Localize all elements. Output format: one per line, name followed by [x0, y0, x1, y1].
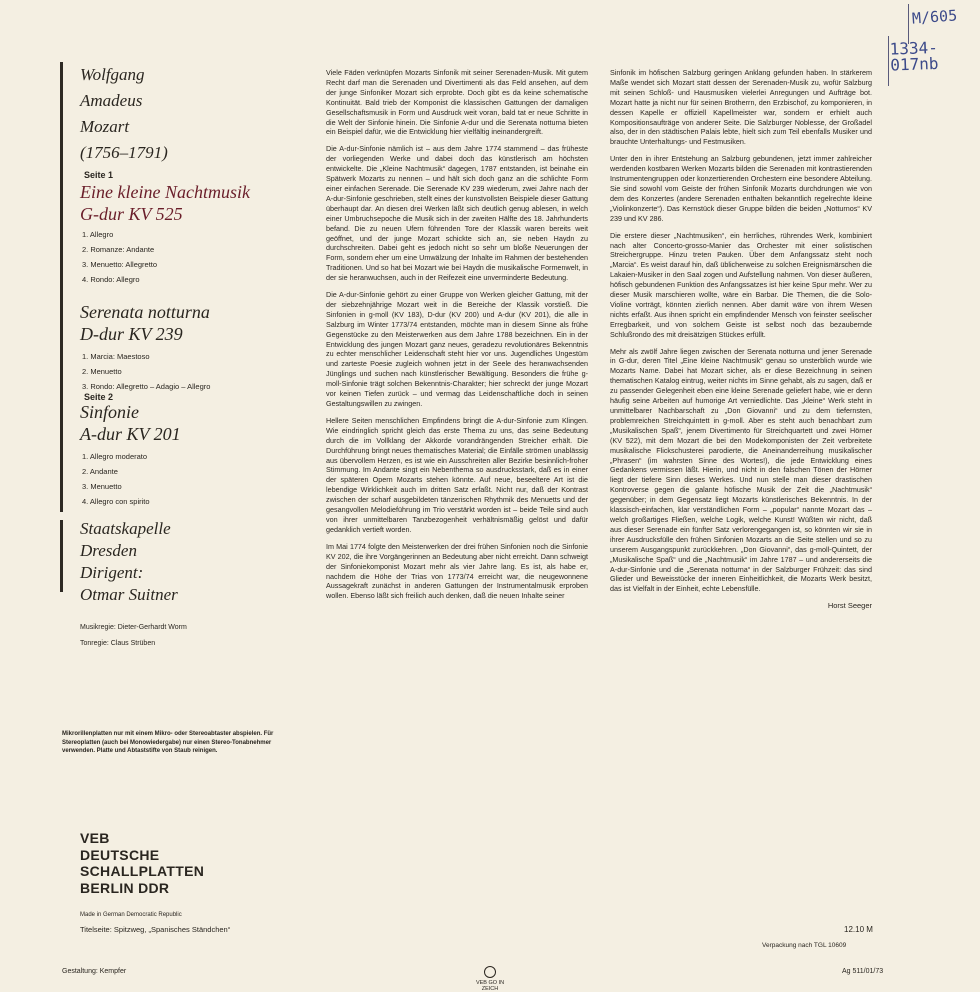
center-mark-text: VEB GO IN ZEICH — [475, 980, 505, 992]
composer-first-name: Wolfgang — [80, 65, 145, 84]
movement-item: 4. Rondo: Allegro — [82, 275, 140, 284]
performer-bar — [60, 520, 63, 592]
credit-musikregie: Musikregie: Dieter-Gerhardt Worm — [80, 624, 187, 631]
essay-paragraph: Die erstere dieser „Nachtmusiken“, ein herrliches, rührendes Werk, kombiniert nach alter Concerto-grosso-Manier das Orchester mit einer solistischen Streichergruppe. Hinzu treten Pauken. Über dem Anfangssatz steht noch „Marcia“. Es weist darauf hin, daß üblicherweise zu solchen Ereignismärschen die Lakaien-Musiker in den Saal zogen und Aufstellung nahmen. Von dieser äußeren, höfisch gebundenen Funktion des Anfangssatzes ist hier keine Spur mehr. Wer zu dieser Musik marschieren wollte, wäre ein Barbar. Die Themen, die die Solo-Violine vorträgt, könnten zierlich nennen. Aber damit wäre von ihrem Wesen nichts erfaßt. Aus ihnen spricht ein empfindender Mensch von feinster seelischer Erregbarkeit, und von solchem Geiste ist selbst noch das bezaubernde Schlußrondo des mit dreisätzigen Stückes erfüllt. — [610, 230, 872, 339]
performer-city: Dresden — [80, 541, 137, 560]
essay-paragraph: Hellere Seiten menschlichen Empfindens bringt die A-dur-Sinfonie zum Klingen. Wie eindringlich spricht gleich das erste Thema zu uns, das seine Bedeutung durch die im Vollklang der Akkorde vorandrängenden Streicher erhält. Die Durchführung bringt neues thematisches Material; die Einfälle strömen unablässig aus übervollem Herzen, es ist wie ein Ausschreiten aller Bezirke besinnlich-froher Stimmung. Im Andante singt ein Nebenthema so ausdrucksstark, daß es in einer der späteren Opern Mozarts stehen könnte. Auf neue, beseeltere Art ist die lebendige Wirklichkeit auch im dritten Satz erfaßt. Nicht nur, daß der Kontrast zwischen der scharf ausgebildeten tänzerischen Rhythmik des Menuetts und der gesangvollen Melodieführung im Trio verstärkt worden ist – beide Teile sind auch von ihrer unmittelbaren Tanzbezogenheit verhältnismäßig gelöst und dafür gedanklich vertieft worden. — [326, 415, 588, 534]
made-in: Made in German Democratic Republic — [80, 912, 182, 918]
side-1-label: Seite 1 — [84, 170, 114, 180]
price: 12.10 M — [844, 925, 873, 934]
performer-conductor-label: Dirigent: — [80, 563, 144, 582]
composer-dates: (1756–1791) — [80, 143, 168, 162]
essay-paragraph: Unter den in ihrer Entstehung an Salzburg gebundenen, jetzt immer zahlreicher werdenden kostbaren Werken Mozarts bilden die Serenaden mit kontrastierenden Instrumentengruppen oder konzertierenden Orchestern eine besondere Abteilung. Sie sind sowohl vom Geiste der frühen Sinfonik Mozarts durchdrungen wie von dem des Konzertes (andere Serenaden enthalten bekanntlich regelrechte kleine „Violinkonzerte“). Das Kernstück dieser Gruppe bilden die beiden „Notturnos“ KV 239 und KV 286. — [610, 154, 872, 223]
work-key-nachtmusik: G-dur KV 525 — [80, 204, 183, 224]
essay-author: Horst Seeger — [827, 601, 872, 611]
label-line: SCHALLPLATTEN — [80, 863, 205, 879]
label-line: DEUTSCHE — [80, 846, 160, 863]
work-title-nachtmusik: Eine kleine Nachtmusik — [80, 182, 250, 202]
essay-paragraph: Die A-dur-Sinfonie nämlich ist – aus dem Jahre 1774 stammend – das früheste der vorliegenden Werke und dabei doch das künstlerisch am höchsten entwickelte. Die „Kleine Nachtmusik“ dagegen, 1787 entstanden, ist beinahe ein Spätwerk Mozarts zu nennen – und hält sich doch ganz an die schlichte Form einer einfachen Serenade. Die Serenade KV 239 wiederum, zwei Jahre nach der A-dur-Sinfonie geschrieben, stellt eines der kunstvollsten Beispiele dieser Gattung überhaupt dar. An diesen drei Werken läßt sich deutlich genug ablesen, in welch einer Umbruchsepoche die Musik sich in der zweiten Hälfte des 18. Jahrhunderts befand. Die zu neuen Ufern führenden Tore der Klassik waren bereits weit geöffnet, und der junge Mozart schickte sich an, sie neben Haydn zu durchschreiten. Dabei geht es jedoch nicht so sehr um bloße Neuerungen der Form, sondern eher um eine Umwälzung der Inhalte im Rahmen der bestehenden Traditionen. Und so hat bei Mozart wie bei Haydn die musikalische Formenwelt, in der sie heranwuchsen, auch in der Reifezeit eine unverminderte Bedeutung. — [326, 144, 588, 283]
playback-note: Mikrorillenplatten nur mit einem Mikro- oder Stereoabtaster abspielen. Für Stereoplatten (auch bei Monowiedergabe) nur einen Stereo-Tonabnehmer verwenden. Platte und Abtaststifte von Staub reinigen. — [62, 731, 274, 754]
cover-credit: Titelseite: Spitzweg, „Spanisches Ständchen“ — [80, 925, 231, 934]
performer-orchestra: Staatskapelle — [80, 519, 171, 538]
essay-paragraph: Die A-dur-Sinfonie gehört zu einer Gruppe von Werken gleicher Gattung, mit der der siebzehnjährige Mozart weit in die Bereiche der Klassik vorstieß. Die Sinfonien in g-moll (KV 183), D-dur (KV 200) und A-dur (KV 201), die alle in Salzburg im Winter 1773/74 entstanden, möchte man in diesem Sinne als frühe Gegenstücke zu den Meisterwerken aus dem Jahre 1788 bezeichnen. Ein in der Entwicklung des jungen Mozart ganz neues, geradezu revolutionäres Bekenntnis zu echter menschlicher Leidenschaft steht hier vor uns. Jugendliches Ungestüm und zarteste Poesie zugleich wohnen jetzt in der Seele des heranwachsenden Jünglings und suchen nach künstlerischer Bewältigung. Besonders die frühe g-moll-Sinfonie trägt solchen Bekenntnis-Charakter; hier schreckt der junge Mozart vor keinen Tiefen zurück – und vermag das Leidenschaftliche doch in seinen Gestaltungswillen zu zwingen. — [326, 290, 588, 408]
movement-item: 1. Allegro moderato — [82, 452, 148, 461]
essay-column-1 — [326, 68, 588, 608]
movement-item: 2. Menuetto — [82, 367, 122, 376]
handwritten-archive-number: M/605 — [911, 6, 958, 28]
movement-item: 4. Allegro con spirito — [82, 497, 150, 506]
work-title-sinfonie: Sinfonie — [80, 402, 139, 422]
handwritten-catalog-number: 1334-017nb — [889, 37, 939, 75]
performer-conductor-name: Otmar Suitner — [80, 585, 178, 604]
label-line: VEB — [80, 830, 110, 846]
composer-last-name: Mozart — [80, 117, 130, 136]
catalog-number: Ag 511/01/73 — [842, 968, 884, 975]
movement-item: 3. Rondo: Allegretto – Adagio – Allegro — [82, 382, 211, 391]
work-key-sinfonie: A-dur KV 201 — [80, 424, 181, 444]
design-credit: Gestaltung: Kempfer — [62, 968, 127, 975]
movement-item: 3. Menuetto — [82, 482, 122, 491]
printer-logo-icon — [484, 966, 496, 978]
movement-item: 3. Menuetto: Allegretto — [82, 260, 158, 269]
credit-tonregie: Tonregie: Claus Strüben — [80, 640, 156, 647]
movement-item: 2. Andante — [82, 467, 118, 476]
program-bar — [60, 62, 63, 512]
movement-item: 1. Marcia: Maestoso — [82, 352, 150, 361]
work-title-serenata: Serenata notturna — [80, 302, 210, 322]
movement-item: 2. Romanze: Andante — [82, 245, 155, 254]
essay-column-2 — [610, 68, 872, 611]
movement-item: 1. Allegro — [82, 230, 114, 239]
side-2-label: Seite 2 — [84, 392, 114, 402]
work-key-serenata: D-dur KV 239 — [80, 324, 183, 344]
essay-paragraph: Im Mai 1774 folgte den Meisterwerken der drei frühen Sinfonien noch die Sinfonie KV 202, die ihre Vorgängerinnen an Bedeutung aber nicht erreicht. Dann schweigt der Sinfoniekomponist Mozart mehr als vier Jahre lang. Es ist, als habe er, nachdem die Höhe der Trias von 1773/74 erreicht war, die neugewonnene Aussagekraft zunächst in anderen Gattungen der Instrumentalmusik erproben wollen. Ebenso läßt sich freilich auch denken, daß die neuen Inhalte seiner — [326, 541, 588, 601]
label-name — [80, 830, 204, 896]
essay-paragraph: Mehr als zwölf Jahre liegen zwischen der Serenata notturna und jener Serenade in G-dur, deren Titel „Eine kleine Nachtmusik“ genau so unsterblich wurde wie Mozarts Name. Dabei hat Mozart sicher, als er diese Bezeichnung in seinen thematischen Katalog eintrug, weiter nichts im Sinne gehabt, als zu sagen, daß er zu passender Gelegenheit eben eine kleine Serenade geliefert habe, wie er denn häufig seine Arbeiten auf humorige Art verniedlichte. Das „kleine“ Werk steht in unmittelbarer Nachbarschaft zu „Don Giovanni“ und zu dem tiefernsten, problemreichen Streichquintett in g-moll. Aber es steht auch benachbart zum „Musikalischen Spaß“, jenem Divertimento für Streichquartett und zwei Hörner (KV 522), mit dem Mozart die bei den Modekomponisten der Zeit verbreitete musikalische Flickschusterei parodierte, die Aneinanderreihung musikalischer „Phrasen“ (im wahrsten Sinne des Wortes!), die jede Entwicklung eines Gedankens vermissen läßt. Hierin, und nicht in den falschen Tönen der Hörner liegt der tiefere Sinn dieses Werkes. Und nun stelle man dieser drastischen Kontroverse gegen die galante höfische Musik der Zeit die „Nachtmusik“ gegenüber; in dem Gegensatz liegt Mozarts künstlerisches Bekenntnis. In der klassisch-einfachen, klar verständlichen Form – „popular“ nannte Mozart das – welch großartiges Fließen, welche Logik, welche Kunst! Wüßten wir nicht, daß aus dieser Serenade ein fünfter Satz verlorengegangen ist, so könnten wir sie in ihrer Ausdrucksfülle den frühen Sinfonien Mozarts an die Seite stellen und so zu unserem Ausgangspunkt zurückkehren. „Don Giovanni“, das g-moll-Quintett, der „Musikalische Spaß“ und die „Nachtmusik“ im Jahre 1787 – und andererseits die A-dur-Sinfonie und die „Serenata notturna“ in der Salzburger Frühzeit: das sind Glieder und Beweisstücke der inneren Einheitlichkeit, die Mozarts Werk besitzt, das ist Vielfalt in der Einheit, echte Lebensfülle. — [610, 346, 872, 594]
packaging-norm: Verpackung nach TGL 10609 — [762, 942, 847, 949]
essay-paragraph: Viele Fäden verknüpfen Mozarts Sinfonik mit seiner Serenaden-Musik. Mit gutem Recht darf man die Serenaden und Divertimenti als das Feld ansehen, auf dem der junge Sinfoniker Mozart sich erprobte. Doch gibt es da keine schematische Kontinuität. Bald trieb der Komponist die klassischen Gattungen der damaligen Gesellschaftsmusik in Form und Ausdruck weit voran, bald tat er neue Schritte in die Welt der Sinfonie hinein. Die Sinfonie A-dur und die Serenata notturna bieten ein Beispiel dafür, wie die Entwicklung hier vielfältig ineinandergreift. — [326, 68, 588, 137]
center-mark — [470, 966, 510, 992]
essay-paragraph: Sinfonik im höfischen Salzburg geringen Anklang gefunden haben. In stärkerem Maße wendet sich Mozart statt dessen der Serenaden-Musik zu, wofür Salzburg mit seinen Schloß- und Hausmusiken vielerlei Anregungen und Aufträge bot. Mozart hatte ja nicht nur für seinen Brotherrn, den Erzbischof, zu komponieren, in dessen Kapelle er offiziell Kapellmeister war, sondern er erhielt auch Kompositionsaufträge von anderer Seite. Die Salzburger Noblesse, der Großadel also, der in den städtischen Palais lebte, hielt sich zum Teil ebenfalls Musiker und brauchte Unterhaltungs- und Festmusiken. — [610, 68, 872, 147]
composer-middle-name: Amadeus — [80, 91, 143, 110]
label-line: BERLIN DDR — [80, 879, 170, 896]
